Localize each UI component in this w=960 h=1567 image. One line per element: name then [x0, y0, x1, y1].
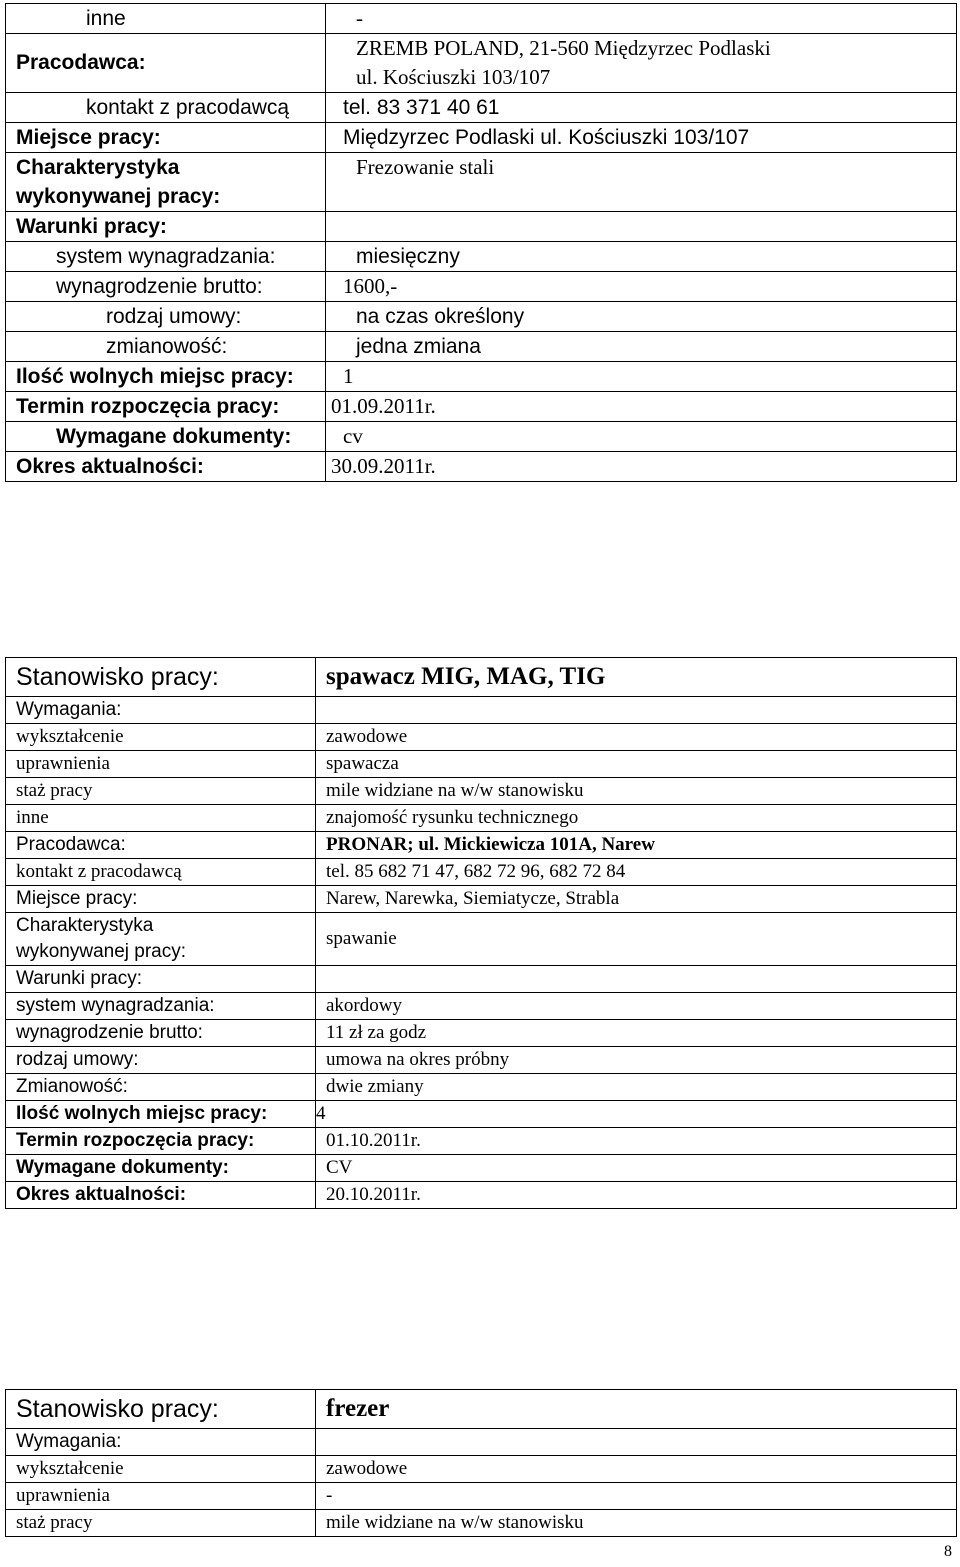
job-offer-2-table [5, 657, 957, 1209]
label-zmianowosc: zmianowość: [6, 332, 326, 362]
label-miejsce: Miejsce pracy: [6, 886, 316, 913]
row-wymagania [6, 697, 957, 724]
label-kontakt: kontakt z pracodawcą [6, 93, 326, 123]
label-ilosc: Ilość wolnych miejsc pracy: [6, 362, 326, 392]
value-wynagrodzenie: 1600,- [326, 272, 957, 302]
label-miejsce: Miejsce pracy: [6, 123, 326, 153]
row-kontakt [6, 859, 957, 886]
value-pracodawca [326, 34, 957, 93]
label-zmianowosc: Zmianowość: [6, 1074, 316, 1101]
value-inne: znajomość rysunku technicznego [316, 805, 957, 832]
value-stanowisko: spawacz MIG, MAG, TIG [316, 658, 957, 697]
value-zmianowosc: dwie zmiany [316, 1074, 957, 1101]
row-wymagania [6, 1429, 957, 1456]
label-termin: Termin rozpoczęcia pracy: [6, 1128, 316, 1155]
row-uprawnienia [6, 751, 957, 778]
label-dokumenty: Wymagane dokumenty: [6, 1155, 316, 1182]
charakterystyka-line-1: Charakterystyka [16, 156, 180, 179]
row-okres [6, 452, 957, 482]
pracodawca-line-1: ZREMB POLAND, 21-560 Międzyrzec Podlaski [356, 36, 771, 60]
value-warunki-empty [326, 212, 957, 242]
row-system [6, 993, 957, 1020]
job-offer-1-table [5, 3, 957, 482]
label-uprawnienia: uprawnienia [6, 751, 316, 778]
value-termin: 01.09.2011r. [326, 392, 957, 422]
value-umowa: na czas określony [326, 302, 957, 332]
value-warunki-empty [316, 966, 957, 993]
row-ilosc [6, 362, 957, 392]
value-system: miesięczny [326, 242, 957, 272]
value-okres: 30.09.2011r. [326, 452, 957, 482]
row-inne [6, 4, 957, 34]
value-kontakt: tel. 85 682 71 47, 682 72 96, 682 72 84 [316, 859, 957, 886]
row-warunki [6, 212, 957, 242]
value-wynagrodzenie: 11 zł za godz [316, 1020, 957, 1047]
value-miejsce: Międzyrzec Podlaski ul. Kościuszki 103/107 [326, 123, 957, 153]
value-inne: - [326, 4, 957, 34]
value-uprawnienia: - [316, 1483, 957, 1510]
value-staz: mile widziane na w/w stanowisku [316, 778, 957, 805]
row-inne [6, 805, 957, 832]
label-wynagrodzenie: wynagrodzenie brutto: [6, 272, 326, 302]
label-inne: inne [6, 805, 316, 832]
value-pracodawca: PRONAR; ul. Mickiewicza 101A, Narew [316, 832, 957, 859]
charakterystyka-line-1: Charakterystyka [16, 915, 154, 936]
row-umowa [6, 302, 957, 332]
label-ilosc: Ilość wolnych miejsc pracy: [6, 1101, 316, 1128]
charakterystyka-line-2: wykonywanej pracy: [16, 941, 187, 962]
job-offer-3-table [5, 1389, 957, 1537]
row-system [6, 242, 957, 272]
label-warunki: Warunki pracy: [6, 212, 326, 242]
value-wyksztalcenie: zawodowe [316, 724, 957, 751]
value-ilosc: 4 [316, 1101, 957, 1128]
value-okres: 20.10.2011r. [316, 1182, 957, 1209]
label-charakterystyka [6, 913, 316, 966]
charakterystyka-line-2: wykonywanej pracy: [16, 185, 221, 208]
value-stanowisko: frezer [316, 1390, 957, 1429]
value-wymagania-empty [316, 1429, 957, 1456]
row-dokumenty [6, 422, 957, 452]
row-stanowisko [6, 658, 957, 697]
row-pracodawca [6, 832, 957, 859]
row-staz [6, 1510, 957, 1537]
row-zmianowosc [6, 332, 957, 362]
row-umowa [6, 1047, 957, 1074]
value-charakterystyka: spawanie [316, 913, 957, 966]
row-okres [6, 1182, 957, 1209]
label-wymagania: Wymagania: [6, 1429, 316, 1456]
label-dokumenty: Wymagane dokumenty: [6, 422, 326, 452]
row-charakterystyka [6, 153, 957, 212]
value-wyksztalcenie: zawodowe [316, 1456, 957, 1483]
label-kontakt: kontakt z pracodawcą [6, 859, 316, 886]
value-kontakt: tel. 83 371 40 61 [326, 93, 957, 123]
label-wynagrodzenie: wynagrodzenie brutto: [6, 1020, 316, 1047]
row-ilosc [6, 1101, 957, 1128]
value-ilosc: 1 [326, 362, 957, 392]
label-staz: staż pracy [6, 778, 316, 805]
row-zmianowosc [6, 1074, 957, 1101]
label-pracodawca: Pracodawca: [6, 832, 316, 859]
label-okres: Okres aktualności: [6, 1182, 316, 1209]
row-wyksztalcenie [6, 724, 957, 751]
row-wyksztalcenie [6, 1456, 957, 1483]
label-wyksztalcenie: wykształcenie [6, 724, 316, 751]
value-charakterystyka: Frezowanie stali [326, 153, 957, 212]
row-stanowisko [6, 1390, 957, 1429]
row-kontakt [6, 93, 957, 123]
label-staz: staż pracy [6, 1510, 316, 1537]
label-inne: inne [6, 4, 326, 34]
row-pracodawca [6, 34, 957, 93]
label-warunki: Warunki pracy: [6, 966, 316, 993]
label-uprawnienia: uprawnienia [6, 1483, 316, 1510]
row-wynagrodzenie [6, 272, 957, 302]
row-uprawnienia [6, 1483, 957, 1510]
row-miejsce [6, 123, 957, 153]
pracodawca-line-2: ul. Kościuszki 103/107 [356, 65, 551, 89]
label-termin: Termin rozpoczęcia pracy: [6, 392, 326, 422]
value-staz: mile widziane na w/w stanowisku [316, 1510, 957, 1537]
value-system: akordowy [316, 993, 957, 1020]
value-termin: 01.10.2011r. [316, 1128, 957, 1155]
row-wynagrodzenie [6, 1020, 957, 1047]
label-okres: Okres aktualności: [6, 452, 326, 482]
row-staz [6, 778, 957, 805]
page-number: 8 [944, 1543, 952, 1560]
label-umowa: rodzaj umowy: [6, 1047, 316, 1074]
value-dokumenty: cv [326, 422, 957, 452]
label-stanowisko: Stanowisko pracy: [6, 658, 316, 697]
row-miejsce [6, 886, 957, 913]
label-charakterystyka [6, 153, 326, 212]
value-umowa: umowa na okres próbny [316, 1047, 957, 1074]
label-pracodawca: Pracodawca: [6, 34, 326, 93]
value-miejsce: Narew, Narewka, Siemiatycze, Strabla [316, 886, 957, 913]
value-zmianowosc: jedna zmiana [326, 332, 957, 362]
label-wymagania: Wymagania: [6, 697, 316, 724]
value-uprawnienia: spawacza [316, 751, 957, 778]
value-wymagania-empty [316, 697, 957, 724]
row-dokumenty [6, 1155, 957, 1182]
label-wyksztalcenie: wykształcenie [6, 1456, 316, 1483]
label-stanowisko: Stanowisko pracy: [6, 1390, 316, 1429]
label-system: system wynagradzania: [6, 242, 326, 272]
row-termin [6, 1128, 957, 1155]
value-dokumenty: CV [316, 1155, 957, 1182]
row-warunki [6, 966, 957, 993]
row-termin [6, 392, 957, 422]
label-system: system wynagradzania: [6, 993, 316, 1020]
row-charakterystyka [6, 913, 957, 966]
label-umowa: rodzaj umowy: [6, 302, 326, 332]
